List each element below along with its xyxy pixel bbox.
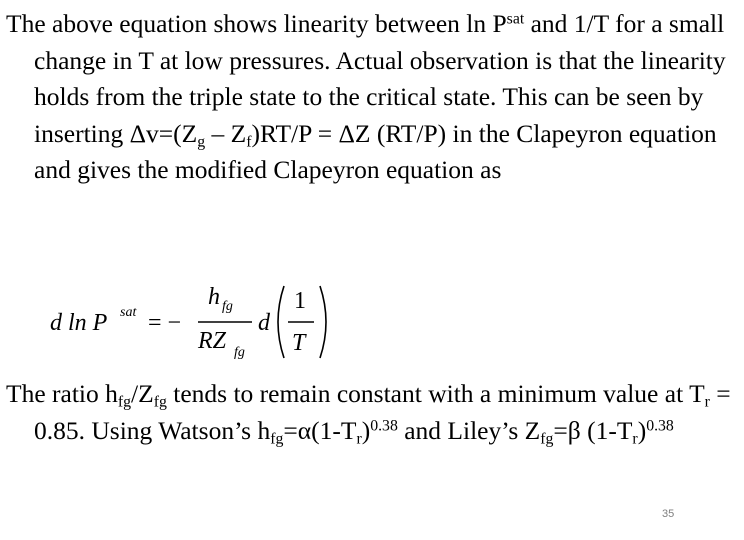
exponent: 0.38 — [370, 416, 398, 434]
paragraph-linearity — [6, 6, 744, 189]
text-run: and 1/T for a small change in T at low pressures. Actual observation is that the linearity holds from the triple state to the critical state. This can be seen by inserting — [34, 9, 726, 148]
page-number: 35 — [662, 508, 675, 520]
subscript-fg: fg — [153, 393, 167, 411]
text-run: =α(1-T — [283, 415, 357, 445]
eq-equals-minus: = − — [148, 310, 182, 336]
subscript-f: f — [246, 133, 252, 151]
eq-d-ln-p: d ln P — [50, 310, 108, 336]
superscript-sat: sat — [506, 10, 525, 28]
eq-rz: RZ — [198, 328, 227, 354]
text-run: = 0.85. Using Watson’s h — [34, 379, 731, 445]
text-run: – Z — [205, 118, 247, 148]
modified-clapeyron-equation — [40, 278, 340, 362]
subscript-r: r — [632, 430, 638, 448]
text-run: ) — [361, 415, 371, 445]
delta-symbol: Δ — [338, 118, 355, 148]
text-run: )RT/P = — [251, 118, 339, 148]
text-run: and Liley’s Z — [397, 415, 541, 445]
subscript-fg: fg — [117, 393, 132, 411]
subscript-r: r — [356, 430, 362, 448]
text-run: /Z — [131, 379, 154, 408]
text-run: ) — [637, 415, 647, 445]
eq-fg-num: fg — [222, 299, 233, 314]
subscript-g: g — [197, 133, 206, 151]
subscript-r: r — [704, 393, 710, 411]
eq-t: T — [292, 330, 306, 356]
eq-left-paren — [278, 286, 284, 358]
subscript-fg: fg — [270, 430, 284, 448]
eq-h: h — [208, 284, 220, 310]
exponent: 0.38 — [646, 416, 674, 434]
subscript-fg: fg — [540, 430, 554, 448]
delta-symbol: Δ — [129, 118, 147, 148]
text-run: The above equation shows linearity between ln P — [6, 9, 507, 38]
eq-d: d — [258, 310, 270, 336]
text-run: tends to remain constant with a minimum value at T — [166, 379, 705, 408]
eq-fg-den: fg — [234, 345, 245, 360]
eq-sat: sat — [120, 305, 137, 320]
text-run: The ratio h — [6, 379, 118, 408]
eq-right-paren — [320, 286, 326, 358]
eq-one: 1 — [294, 288, 306, 314]
paragraph-watson-liley — [6, 376, 744, 449]
text-run: v=(Z — [146, 118, 198, 148]
text-run: =β (1-T — [553, 415, 633, 445]
text-run: Z (RT/P) in the Clapeyron equation and gives the modified Clapeyron equation as — [34, 118, 717, 184]
